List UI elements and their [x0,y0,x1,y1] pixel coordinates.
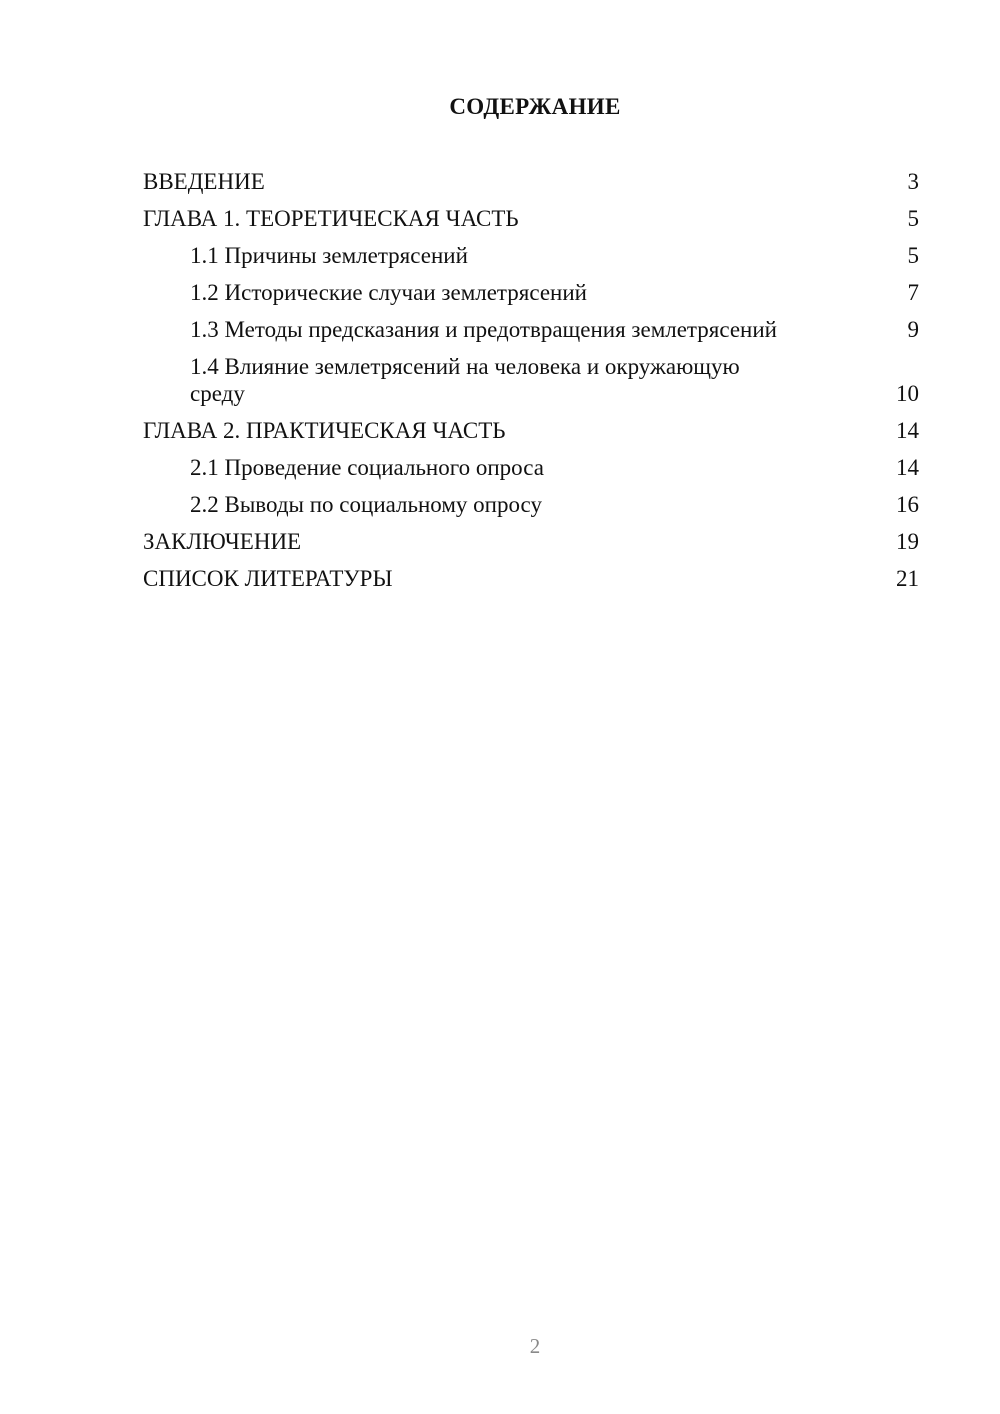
toc-entry-introduction [143,168,919,195]
toc-entry-page: 5 [907,243,919,268]
toc-entry-page: 14 [896,455,919,480]
toc-entry-section-1-4 [143,353,919,407]
toc-entry-page: 9 [907,317,919,342]
toc-entry-section-1-2 [143,279,919,306]
toc-entry-label: 2.1 Проведение социального опроса [190,455,544,480]
toc-entry-label: ГЛАВА 2. ПРАКТИЧЕСКАЯ ЧАСТЬ [143,418,506,443]
toc-entry-page: 7 [907,280,919,305]
toc-entry-section-1-3 [143,316,919,343]
toc-entry-label: 1.3 Методы предсказания и предотвращения землетрясений [190,317,777,342]
toc-entry-page: 16 [896,492,919,517]
toc-entry-chapter-1 [143,205,919,232]
toc-entry-label: 1.1 Причины землетрясений [190,243,468,268]
toc-entry-chapter-2 [143,417,919,444]
toc-entry-page: 14 [896,418,919,443]
toc-entry-page: 3 [907,169,919,194]
toc-entry-label: 1.2 Исторические случаи землетрясений [190,280,587,305]
toc-entry-label: ВВЕДЕНИЕ [143,169,265,194]
toc-entry-page: 5 [907,206,919,231]
toc-entry-page: 19 [896,529,919,554]
toc-entry-section-2-2 [143,491,919,518]
toc-entry-conclusion [143,528,919,555]
toc-entry-label: ГЛАВА 1. ТЕОРЕТИЧЕСКАЯ ЧАСТЬ [143,206,519,231]
toc-entry-section-1-1 [143,242,919,269]
toc-entry-label: 1.4 Влияние землетрясений на человека и окружающую среду [190,354,740,406]
toc-entry-label: СПИСОК ЛИТЕРАТУРЫ [143,566,393,591]
page-number: 2 [529,1334,541,1358]
toc-title: СОДЕРЖАНИЕ [449,94,621,119]
toc-entry-label: ЗАКЛЮЧЕНИЕ [143,529,302,554]
toc-list [143,168,919,602]
toc-entry-label: 2.2 Выводы по социальному опросу [190,492,542,517]
toc-entry-page: 10 [896,381,919,406]
toc-entry-references [143,565,919,592]
toc-entry-page: 21 [896,566,919,591]
toc-entry-section-2-1 [143,454,919,481]
